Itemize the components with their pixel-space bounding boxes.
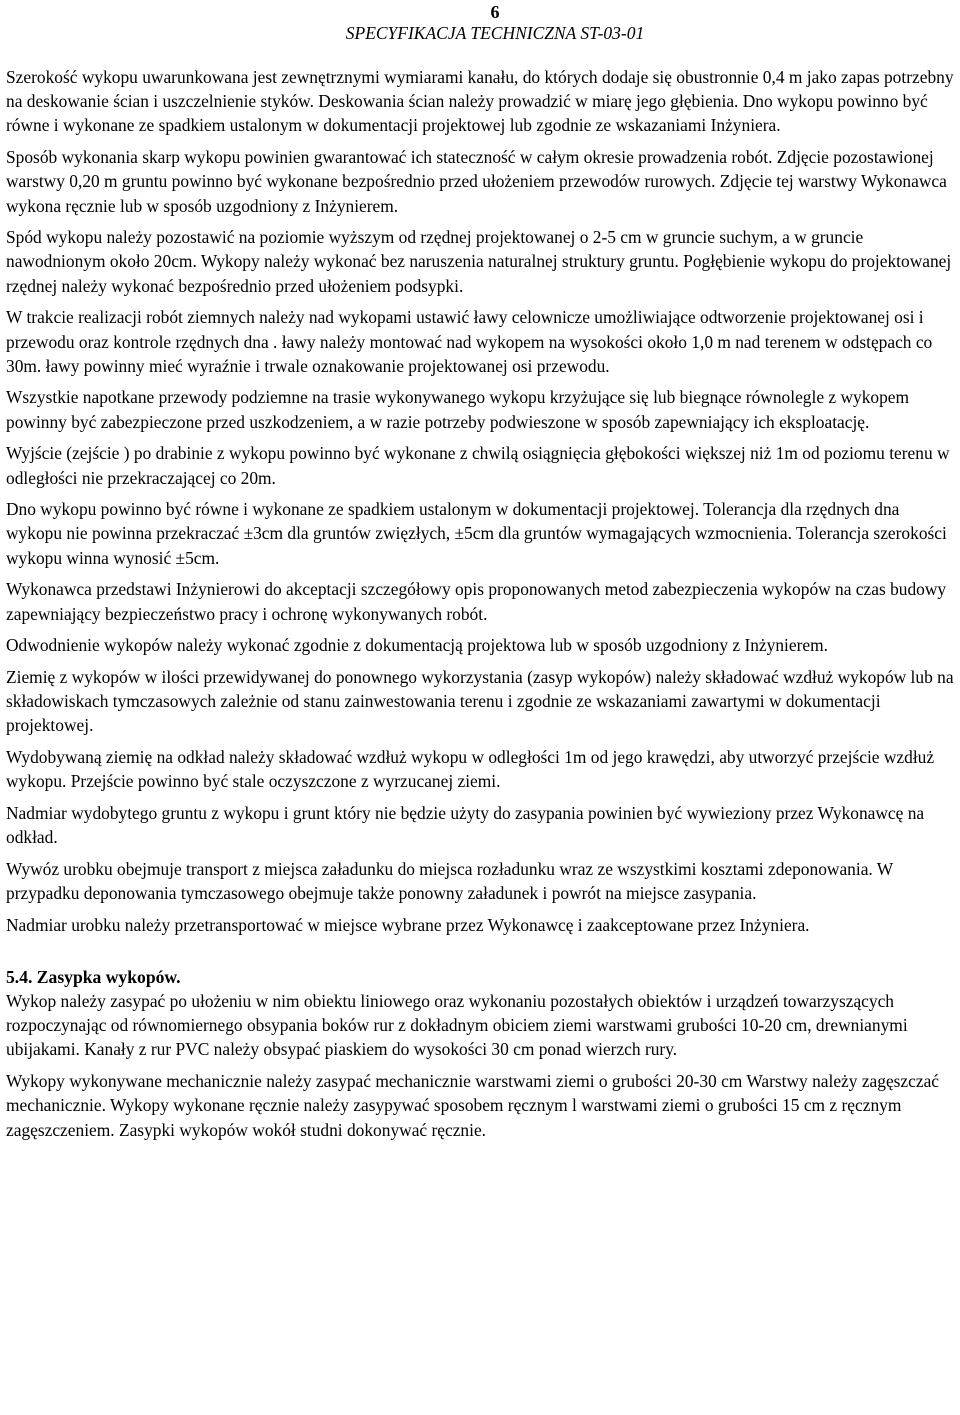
page-number: 6 (490, 2, 500, 22)
document-body (6, 65, 954, 1142)
section-heading-backfill: 5.4. Zasypka wykopów. (6, 967, 181, 987)
paragraph-securing-trenches: Wykonawca przedstawi Inżynierowi do akceptacji szczegółowy opis proponowanych metod zabezpieczenia wykopów na czas budowy zapewniający bezpieczeństwo pracy i ochronę wykonywanych robót. (6, 579, 947, 624)
paragraph-soil-storage: Ziemię z wykopów w ilości przewidywanej do ponownego wykorzystania (zasyp wykopów) należy składować wzdłuż wykopów lub na składowiskach tymczasowych zależnie od stanu zainwestowania terenu i zgodnie ze wskazaniami zawartymi w dokumentacji projektowej. (6, 666, 954, 736)
paragraph-ladder-exit: Wyjście (zejście ) po drabinie z wykopu powinno być wykonane z chwilą osiągnięcia głębokości większej niż 1m od poziomu terenu w odległości nie przekraczającej co 20m. (6, 443, 950, 488)
paragraph-slope-method: Sposób wykonania skarp wykopu powinien gwarantować ich stateczność w całym okresie prowadzenia robót. Zdjęcie pozostawionej warstwy 0,20 m gruntu powinno być wykonane bezpośrednio przed ułożeniem przewodów rurowych. Zdjęcie tej warstwy Wykonawca wykona ręcznie lub w sposób uzgodniony z Inżynierem. (6, 147, 947, 216)
page-header (36, 0, 954, 44)
paragraph-tolerances: Dno wykopu powinno być równe i wykonane ze spadkiem ustalonym w dokumentacji projektowej. Tolerancja dla rzędnych dna wykopu nie powinna przekraczać ±3cm dla gruntów zwięzłych, ±5cm dla gruntów wymagających wzmocnienia. Tolerancja szerokości wykopu winna wynosić ±5cm. (6, 499, 947, 568)
paragraph-trench-bottom: Spód wykopu należy pozostawić na poziomie wyższym od rzędnej projektowanej o 2-5 cm w gruncie suchym, a w gruncie nawodnionym około 20cm. Wykopy należy wykonać bez naruszenia naturalnej struktury gruntu. Pogłębienie wykopu do projektowanej rzędnej należy wykonać bezpośrednio przed ułożeniem podsypki. (6, 227, 952, 296)
paragraph-underground-utilities: Wszystkie napotkane przewody podziemne na trasie wykonywanego wykopu krzyżujące się lub biegnące równolegle z wykopem powinny być zabezpieczone przed uszkodzeniem, a w razie potrzeby podwieszone w sposób zapewniający ich eksploatację. (6, 387, 910, 432)
paragraph-spoil-transport: Wywóz urobku obejmuje transport z miejsca załadunku do miejsca rozładunku wraz ze wszystkimi kosztami zdeponowania. W przypadku deponowania tymczasowego obejmuje także ponowny załadunek i powrót na miejsce zasypania. (6, 858, 893, 904)
paragraph-excess-soil: Nadmiar wydobytego gruntu z wykopu i grunt który nie będzie użyty do zasypania powinien być wywieziony przez Wykonawcę na odkład. (6, 802, 925, 848)
paragraph-spoil-placement: Wydobywaną ziemię na odkład należy składować wzdłuż wykopu w odległości 1m od jego krawędzi, aby utworzyć przejście wzdłuż wykopu. Przejście powinno być stale oczyszczone z wyrzucanej ziemi. (6, 747, 935, 792)
paragraph-trench-width: Szerokość wykopu uwarunkowana jest zewnętrznymi wymiarami kanału, do których dodaje się obustronnie 0,4 m jako zapas potrzebny na deskowanie ścian i uszczelnienie styków. Deskowania ścian należy prowadzić w miarę jego głębienia. Dno wykopu powinno być równe i wykonane ze spadkiem ustalonym w dokumentacji projektowej lub zgodnie ze wskazaniami Inżyniera. (6, 67, 954, 136)
paragraph-sighting-boards: W trakcie realizacji robót ziemnych należy nad wykopami ustawić ławy celownicze umożliwiające odtworzenie projektowanej osi i przewodu oraz kontrole rzędnych dna . ławy należy montować nad wykopem na wysokości około 1,0 m nad terenem w odstępach co 30m. ławy powinny mieć wyraźnie i trwale oznakowanie projektowanej osi przewodu. (6, 307, 933, 376)
paragraph-backfill-compaction: Wykopy wykonywane mechanicznie należy zasypać mechanicznie warstwami ziemi o grubości 20-30 cm Warstwy należy zagęszczać mechanicznie. Wykopy wykonane ręcznie należy zasypywać sposobem ręcznym l warstwami ziemi o grubości 15 cm z ręcznym zagęszczeniem. Zasypki wykopów wokół studni dokonywać ręcznie. (6, 1071, 940, 1140)
specification-title: SPECYFIKACJA TECHNICZNA ST-03-01 (345, 23, 645, 43)
paragraph-dewatering: Odwodnienie wykopów należy wykonać zgodnie z dokumentacją projektowa lub w sposób uzgodniony z Inżynierem. (6, 635, 828, 656)
paragraph-excess-spoil: Nadmiar urobku należy przetransportować w miejsce wybrane przez Wykonawcę i zaakceptowane przez Inżyniera. (6, 914, 810, 935)
paragraph-backfill-procedure: Wykop należy zasypać po ułożeniu w nim obiektu liniowego oraz wykonaniu pozostałych obiektów i urządzeń towarzyszących rozpoczynając od równomiernego obsypania boków rur z dokładnym obiciem ziemi warstwami grubości 10-20 cm, drewnianymi ubijakami. Kanały z rur PVC należy obsypać piaskiem do wysokości 30 cm ponad wierzch rury. (6, 991, 908, 1060)
